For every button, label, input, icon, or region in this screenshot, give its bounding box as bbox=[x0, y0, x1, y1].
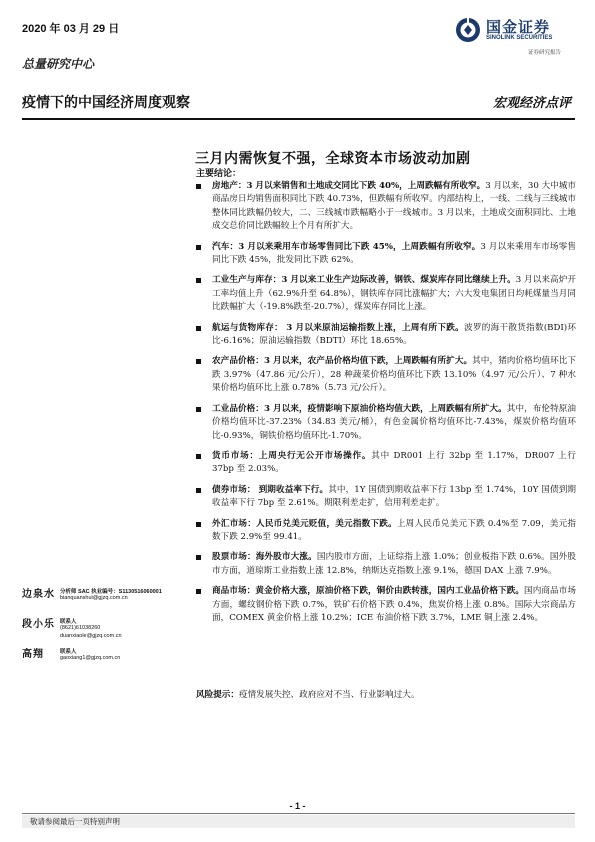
conclusion-body: 上周人民币兑美元下跌 0.4%至 7.09，美元指数下跌 2.9%至 99.41。 bbox=[212, 518, 576, 542]
page-number: - 1 - bbox=[289, 801, 306, 811]
analyst-phone: (8621)61038260 bbox=[60, 625, 101, 631]
bullet-square-icon bbox=[196, 488, 201, 493]
conclusions-list bbox=[196, 180, 576, 632]
bullet-square-icon bbox=[196, 278, 201, 283]
logo-subtitle: 证券研究报告 bbox=[528, 50, 562, 56]
conclusion-title: 货币市场：上周央行无公开市场操作。 bbox=[212, 450, 372, 461]
analyst-name: 高翔 bbox=[22, 649, 44, 660]
conclusion-item bbox=[196, 274, 576, 314]
conclusion-title: 外汇市场：人民币兑美元贬值，美元指数下跌。 bbox=[212, 518, 397, 529]
header-rule bbox=[22, 118, 575, 120]
company-logo bbox=[455, 16, 580, 56]
report-type: 宏观经济点评 bbox=[492, 96, 571, 111]
conclusion-title: 股票市场：海外股市大涨。 bbox=[212, 552, 317, 563]
conclusion-body: 国内股市方面，上证综指上涨 1.0%；创业板指下跌 0.6%。国外股市方面，道琼斯工业指数上涨 12.8%，纳斯达克指数上涨 9.1%，德国 DAX 上涨 7.9%。 bbox=[212, 552, 576, 576]
analyst-list bbox=[22, 585, 182, 675]
analyst-role: 联系人 bbox=[60, 619, 77, 625]
conclusion-body: 其中 DR001 上行 32bp 至 1.17%，DR007 上行 37bp 至 2.03%。 bbox=[212, 450, 576, 475]
analyst-name: 边泉水 bbox=[22, 589, 55, 600]
conclusion-item bbox=[196, 355, 576, 395]
conclusion-body: 其中，猪肉价格均值环比下跌 3.97%（47.86 元/公斤），28 种蔬菜价格均值环比下跌 13.10%（4.97 元/公斤）、7 种水果价格均值环比上涨 0.78%（5.73 元/公斤）。 bbox=[212, 356, 576, 394]
bullet-square-icon bbox=[196, 589, 201, 594]
analyst-name: 段小乐 bbox=[22, 619, 55, 630]
conclusion-title: 航运与货物库存： 3 月以来原油运输指数上涨，上周有所下跌。 bbox=[212, 322, 464, 333]
logo-name-cn: 国金证券 bbox=[486, 19, 551, 36]
logo-name-en: SINOLINK SECURITIES bbox=[486, 35, 553, 41]
bullet-square-icon bbox=[196, 407, 201, 412]
conclusion-body: 3 月以来乘用车市场零售同比下跌 45%，批发同比下跌 62%。 bbox=[212, 241, 576, 266]
conclusion-title: 汽车：3 月以来乘用车市场零售同比下跌 45%，上周跌幅有所收窄。 bbox=[212, 241, 481, 252]
bullet-square-icon bbox=[196, 326, 201, 331]
risk-warning bbox=[196, 688, 419, 700]
conclusion-item bbox=[196, 403, 576, 443]
risk-label: 风险提示： bbox=[196, 690, 239, 700]
analyst-email[interactable]: bianquanshui@gjzq.com.cn bbox=[60, 595, 128, 601]
conclusion-item bbox=[196, 180, 576, 234]
conclusion-item bbox=[196, 241, 576, 268]
conclusion-item bbox=[196, 450, 576, 477]
analyst-role: 联系人 bbox=[60, 649, 77, 655]
analyst-role: 分析师 SAC 执业编号：S1130516060001 bbox=[60, 589, 162, 595]
conclusion-body: 国内商品市场方面，螺纹钢价格下跌 0.7%，铁矿石价格下跌 0.4%，焦炭价格上涨 0.8%。国际大宗商品方面，COMEX 黄金价格上涨 10.2%；ICE 布油价格下跌 3.7%，LME 铜上涨 2.4%。 bbox=[212, 586, 576, 623]
conclusion-item bbox=[196, 551, 576, 578]
conclusion-title: 农产品价格：3 月以来，农产品价格均值下跌，上周跌幅有所扩大。 bbox=[212, 356, 473, 367]
report-title: 疫情下的中国经济周度观察 bbox=[22, 94, 190, 110]
conclusion-body: 波罗的海干散货指数(BDI)环比-6.16%；原油运输指数（BDTI）环比 18.65%。 bbox=[212, 322, 577, 347]
risk-text: 疫情发展失控、政府应对不当、行业影响过大。 bbox=[238, 690, 420, 700]
bullet-square-icon bbox=[196, 522, 201, 527]
conclusion-item bbox=[196, 484, 576, 511]
conclusion-item bbox=[196, 585, 576, 625]
conclusion-body: 3 月以来，30 大中城市商品房日均销售面积同比下跌 40.73%，但跌幅有所收窄。内部结构上，一线、二线与三线城市整体同比跌幅仍较大，二、三线城市跌幅略小于一线城市。3 月以来，土地成交面积同比、土地成交总价同比跌幅较上个月有所扩大。 bbox=[212, 181, 576, 232]
analyst-email[interactable]: gaoxiang1@gjzq.com.cn bbox=[60, 655, 121, 661]
company-logo-icon bbox=[455, 17, 481, 43]
bullet-square-icon bbox=[196, 359, 201, 364]
conclusion-title: 商品市场：黄金价格大涨，原油价格下跌，铜价由跌转涨，国内工业品价格下跌。 bbox=[212, 586, 525, 597]
footer-rule bbox=[22, 813, 575, 814]
analyst-entry bbox=[22, 645, 182, 675]
conclusion-title: 房地产：3 月以来销售和土地成交同比下跌 40%，上周跌幅有所收窄。 bbox=[212, 181, 486, 191]
headline: 三月内需恢复不强，全球资本市场波动加剧 bbox=[195, 151, 471, 167]
conclusion-body: 其中，布伦特原油价格均值环比-37.23%（34.83 美元/桶），有色金属价格均值环比-7.43%，煤炭价格均值环比-0.93%，铜铁价格均值环比-1.70%。 bbox=[212, 403, 576, 441]
conclusion-title: 工业生产与库存：3 月以来工业生产边际改善，钢铁、煤炭库存同比继续上升。 bbox=[212, 275, 516, 286]
conclusion-title: 债券市场： 到期收益率下行。 bbox=[212, 484, 329, 495]
report-date: 2020 年 03 月 29 日 bbox=[22, 23, 120, 35]
conclusion-body: 3 月以来高炉开工率均值上升（62.9%升至 64.8%），钢铁库存同比涨幅扩大；六大发电集团日均耗煤量当月同比跌幅扩大（-19.8%跌至-20.7%），煤炭库存同比上涨。 bbox=[212, 275, 576, 313]
analyst-entry bbox=[22, 615, 182, 645]
conclusion-body: 其中，1Y 国债到期收益率下行 13bp 至 1.74%，10Y 国债到期收益率下行 7bp 至 2.61%。期限利差走扩，信用利差走扩。 bbox=[212, 484, 576, 509]
analyst-email[interactable]: duanxiaole@gjzq.com.cn bbox=[60, 633, 122, 639]
main-conclusions-label: 主要结论： bbox=[196, 169, 242, 179]
footer-disclaimer: 敬请参阅最后一页特别声明 bbox=[22, 815, 575, 828]
bullet-square-icon bbox=[196, 184, 201, 189]
analyst-entry bbox=[22, 585, 182, 615]
bullet-square-icon bbox=[196, 555, 201, 560]
bullet-square-icon bbox=[196, 245, 201, 250]
bullet-square-icon bbox=[196, 454, 201, 459]
conclusion-item bbox=[196, 322, 576, 349]
conclusion-item bbox=[196, 518, 576, 545]
research-center-name: 总量研究中心 bbox=[22, 57, 95, 71]
conclusion-title: 工业品价格：3 月以来，疫情影响下原油价格均值大跌，上周跌幅有所扩大。 bbox=[212, 403, 507, 414]
